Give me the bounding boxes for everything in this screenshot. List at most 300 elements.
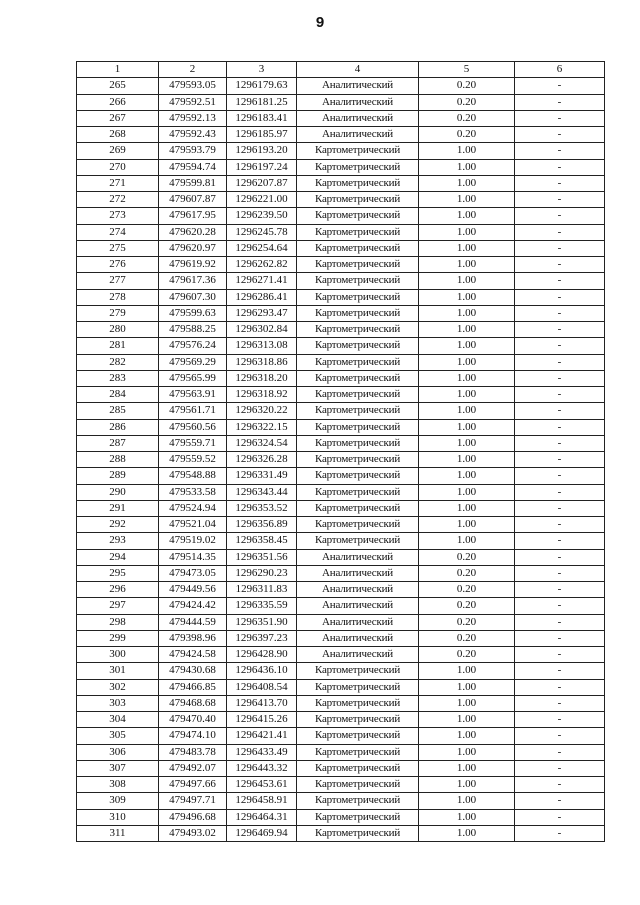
note-cell: - [515,208,605,224]
method-cell: Аналитический [297,94,419,110]
y-coordinate-cell: 1296239.50 [227,208,297,224]
point-number-cell: 295 [77,565,159,581]
method-cell: Картометрический [297,712,419,728]
y-coordinate-cell: 1296433.49 [227,744,297,760]
method-cell: Картометрический [297,257,419,273]
accuracy-cell: 1.00 [419,695,515,711]
accuracy-cell: 1.00 [419,403,515,419]
point-number-cell: 292 [77,517,159,533]
table-row [77,598,605,614]
x-coordinate-cell: 479514.35 [159,549,227,565]
method-cell: Картометрический [297,370,419,386]
y-coordinate-cell: 1296318.20 [227,370,297,386]
x-coordinate-cell: 479588.25 [159,322,227,338]
accuracy-cell: 1.00 [419,322,515,338]
table-row [77,159,605,175]
coordinates-table [76,61,605,842]
method-cell: Аналитический [297,565,419,581]
note-cell: - [515,695,605,711]
x-coordinate-cell: 479560.56 [159,419,227,435]
x-coordinate-cell: 479620.28 [159,224,227,240]
note-cell: - [515,663,605,679]
table-row [77,777,605,793]
table-row [77,695,605,711]
table-row [77,175,605,191]
point-number-cell: 267 [77,110,159,126]
table-row [77,452,605,468]
x-coordinate-cell: 479497.66 [159,777,227,793]
table-row [77,549,605,565]
note-cell: - [515,224,605,240]
accuracy-cell: 1.00 [419,273,515,289]
y-coordinate-cell: 1296469.94 [227,825,297,841]
column-header-5: 5 [419,62,515,78]
x-coordinate-cell: 479599.81 [159,175,227,191]
method-cell: Аналитический [297,78,419,94]
accuracy-cell: 1.00 [419,809,515,825]
column-header-6: 6 [515,62,605,78]
y-coordinate-cell: 1296324.54 [227,435,297,451]
table-header-row [77,62,605,78]
x-coordinate-cell: 479561.71 [159,403,227,419]
point-number-cell: 279 [77,305,159,321]
y-coordinate-cell: 1296408.54 [227,679,297,695]
y-coordinate-cell: 1296453.61 [227,777,297,793]
x-coordinate-cell: 479521.04 [159,517,227,533]
table-row [77,663,605,679]
table-row [77,809,605,825]
accuracy-cell: 0.20 [419,94,515,110]
accuracy-cell: 0.20 [419,582,515,598]
method-cell: Картометрический [297,273,419,289]
table-body [77,78,605,842]
accuracy-cell: 1.00 [419,289,515,305]
point-number-cell: 291 [77,500,159,516]
x-coordinate-cell: 479497.71 [159,793,227,809]
note-cell: - [515,127,605,143]
x-coordinate-cell: 479533.58 [159,484,227,500]
note-cell: - [515,94,605,110]
method-cell: Картометрический [297,387,419,403]
method-cell: Картометрический [297,809,419,825]
note-cell: - [515,777,605,793]
table-row [77,630,605,646]
x-coordinate-cell: 479468.68 [159,695,227,711]
note-cell: - [515,500,605,516]
point-number-cell: 298 [77,614,159,630]
note-cell: - [515,273,605,289]
accuracy-cell: 1.00 [419,435,515,451]
method-cell: Картометрический [297,533,419,549]
method-cell: Картометрический [297,354,419,370]
y-coordinate-cell: 1296443.32 [227,760,297,776]
x-coordinate-cell: 479444.59 [159,614,227,630]
table-row [77,224,605,240]
point-number-cell: 281 [77,338,159,354]
accuracy-cell: 0.20 [419,565,515,581]
method-cell: Картометрический [297,322,419,338]
point-number-cell: 307 [77,760,159,776]
method-cell: Аналитический [297,127,419,143]
note-cell: - [515,614,605,630]
table-row [77,143,605,159]
accuracy-cell: 0.20 [419,630,515,646]
y-coordinate-cell: 1296326.28 [227,452,297,468]
point-number-cell: 280 [77,322,159,338]
note-cell: - [515,305,605,321]
point-number-cell: 276 [77,257,159,273]
y-coordinate-cell: 1296397.23 [227,630,297,646]
y-coordinate-cell: 1296428.90 [227,647,297,663]
note-cell: - [515,744,605,760]
table-row [77,647,605,663]
point-number-cell: 277 [77,273,159,289]
table-row [77,110,605,126]
accuracy-cell: 0.20 [419,127,515,143]
note-cell: - [515,647,605,663]
y-coordinate-cell: 1296458.91 [227,793,297,809]
x-coordinate-cell: 479576.24 [159,338,227,354]
accuracy-cell: 1.00 [419,679,515,695]
x-coordinate-cell: 479474.10 [159,728,227,744]
note-cell: - [515,289,605,305]
method-cell: Картометрический [297,793,419,809]
point-number-cell: 311 [77,825,159,841]
method-cell: Картометрический [297,192,419,208]
note-cell: - [515,549,605,565]
accuracy-cell: 1.00 [419,712,515,728]
point-number-cell: 299 [77,630,159,646]
note-cell: - [515,435,605,451]
accuracy-cell: 1.00 [419,419,515,435]
point-number-cell: 271 [77,175,159,191]
note-cell: - [515,809,605,825]
method-cell: Картометрический [297,143,419,159]
point-number-cell: 300 [77,647,159,663]
accuracy-cell: 0.20 [419,614,515,630]
method-cell: Картометрический [297,175,419,191]
column-header-3: 3 [227,62,297,78]
x-coordinate-cell: 479430.68 [159,663,227,679]
x-coordinate-cell: 479594.74 [159,159,227,175]
note-cell: - [515,728,605,744]
accuracy-cell: 1.00 [419,484,515,500]
note-cell: - [515,159,605,175]
table-row [77,338,605,354]
accuracy-cell: 1.00 [419,663,515,679]
y-coordinate-cell: 1296343.44 [227,484,297,500]
accuracy-cell: 0.20 [419,549,515,565]
method-cell: Картометрический [297,679,419,695]
note-cell: - [515,452,605,468]
note-cell: - [515,565,605,581]
x-coordinate-cell: 479398.96 [159,630,227,646]
point-number-cell: 294 [77,549,159,565]
point-number-cell: 297 [77,598,159,614]
y-coordinate-cell: 1296221.00 [227,192,297,208]
table-row [77,679,605,695]
point-number-cell: 301 [77,663,159,679]
y-coordinate-cell: 1296331.49 [227,468,297,484]
point-number-cell: 266 [77,94,159,110]
y-coordinate-cell: 1296318.92 [227,387,297,403]
point-number-cell: 286 [77,419,159,435]
accuracy-cell: 1.00 [419,760,515,776]
y-coordinate-cell: 1296413.70 [227,695,297,711]
y-coordinate-cell: 1296293.47 [227,305,297,321]
note-cell: - [515,175,605,191]
x-coordinate-cell: 479563.91 [159,387,227,403]
accuracy-cell: 1.00 [419,257,515,273]
point-number-cell: 309 [77,793,159,809]
y-coordinate-cell: 1296302.84 [227,322,297,338]
point-number-cell: 268 [77,127,159,143]
x-coordinate-cell: 479559.52 [159,452,227,468]
point-number-cell: 302 [77,679,159,695]
table-row [77,825,605,841]
y-coordinate-cell: 1296290.23 [227,565,297,581]
table-row [77,435,605,451]
method-cell: Аналитический [297,549,419,565]
table-row [77,500,605,516]
y-coordinate-cell: 1296271.41 [227,273,297,289]
accuracy-cell: 1.00 [419,240,515,256]
method-cell: Картометрический [297,500,419,516]
y-coordinate-cell: 1296421.41 [227,728,297,744]
x-coordinate-cell: 479466.85 [159,679,227,695]
point-number-cell: 270 [77,159,159,175]
table-row [77,387,605,403]
table-row [77,468,605,484]
note-cell: - [515,825,605,841]
table-row [77,127,605,143]
point-number-cell: 303 [77,695,159,711]
point-number-cell: 308 [77,777,159,793]
x-coordinate-cell: 479424.58 [159,647,227,663]
accuracy-cell: 1.00 [419,517,515,533]
note-cell: - [515,322,605,338]
accuracy-cell: 1.00 [419,777,515,793]
accuracy-cell: 1.00 [419,387,515,403]
table-row [77,208,605,224]
note-cell: - [515,110,605,126]
point-number-cell: 289 [77,468,159,484]
accuracy-cell: 1.00 [419,208,515,224]
x-coordinate-cell: 479593.05 [159,78,227,94]
table-row [77,370,605,386]
accuracy-cell: 1.00 [419,143,515,159]
method-cell: Картометрический [297,435,419,451]
note-cell: - [515,370,605,386]
method-cell: Картометрический [297,208,419,224]
y-coordinate-cell: 1296358.45 [227,533,297,549]
point-number-cell: 287 [77,435,159,451]
point-number-cell: 288 [77,452,159,468]
note-cell: - [515,143,605,159]
note-cell: - [515,468,605,484]
table-row [77,94,605,110]
note-cell: - [515,517,605,533]
accuracy-cell: 0.20 [419,110,515,126]
method-cell: Картометрический [297,338,419,354]
y-coordinate-cell: 1296183.41 [227,110,297,126]
y-coordinate-cell: 1296318.86 [227,354,297,370]
y-coordinate-cell: 1296185.97 [227,127,297,143]
y-coordinate-cell: 1296415.26 [227,712,297,728]
x-coordinate-cell: 479565.99 [159,370,227,386]
method-cell: Картометрический [297,403,419,419]
page-number: 9 [315,14,325,31]
note-cell: - [515,712,605,728]
method-cell: Картометрический [297,305,419,321]
accuracy-cell: 1.00 [419,305,515,321]
method-cell: Картометрический [297,744,419,760]
point-number-cell: 310 [77,809,159,825]
x-coordinate-cell: 479592.13 [159,110,227,126]
table-row [77,192,605,208]
accuracy-cell: 0.20 [419,598,515,614]
y-coordinate-cell: 1296245.78 [227,224,297,240]
x-coordinate-cell: 479617.95 [159,208,227,224]
accuracy-cell: 1.00 [419,468,515,484]
accuracy-cell: 1.00 [419,533,515,549]
y-coordinate-cell: 1296193.20 [227,143,297,159]
accuracy-cell: 1.00 [419,452,515,468]
table-row [77,760,605,776]
method-cell: Картометрический [297,468,419,484]
point-number-cell: 290 [77,484,159,500]
note-cell: - [515,419,605,435]
method-cell: Картометрический [297,663,419,679]
method-cell: Картометрический [297,517,419,533]
table-row [77,744,605,760]
point-number-cell: 306 [77,744,159,760]
point-number-cell: 265 [77,78,159,94]
note-cell: - [515,78,605,94]
method-cell: Картометрический [297,452,419,468]
table-row [77,484,605,500]
method-cell: Аналитический [297,598,419,614]
point-number-cell: 305 [77,728,159,744]
accuracy-cell: 1.00 [419,159,515,175]
table-row [77,322,605,338]
table-row [77,517,605,533]
note-cell: - [515,403,605,419]
column-header-2: 2 [159,62,227,78]
point-number-cell: 273 [77,208,159,224]
note-cell: - [515,793,605,809]
accuracy-cell: 1.00 [419,728,515,744]
y-coordinate-cell: 1296436.10 [227,663,297,679]
method-cell: Аналитический [297,110,419,126]
y-coordinate-cell: 1296207.87 [227,175,297,191]
x-coordinate-cell: 479470.40 [159,712,227,728]
table-row [77,565,605,581]
x-coordinate-cell: 479559.71 [159,435,227,451]
point-number-cell: 282 [77,354,159,370]
accuracy-cell: 0.20 [419,78,515,94]
method-cell: Картометрический [297,695,419,711]
x-coordinate-cell: 479473.05 [159,565,227,581]
note-cell: - [515,240,605,256]
point-number-cell: 278 [77,289,159,305]
method-cell: Картометрический [297,777,419,793]
note-cell: - [515,679,605,695]
table-row [77,728,605,744]
note-cell: - [515,354,605,370]
note-cell: - [515,484,605,500]
y-coordinate-cell: 1296464.31 [227,809,297,825]
point-number-cell: 284 [77,387,159,403]
x-coordinate-cell: 479619.92 [159,257,227,273]
table-row [77,793,605,809]
table-row [77,419,605,435]
table-row [77,78,605,94]
point-number-cell: 293 [77,533,159,549]
x-coordinate-cell: 479492.07 [159,760,227,776]
y-coordinate-cell: 1296335.59 [227,598,297,614]
note-cell: - [515,630,605,646]
column-header-1: 1 [77,62,159,78]
method-cell: Аналитический [297,647,419,663]
method-cell: Аналитический [297,630,419,646]
x-coordinate-cell: 479607.30 [159,289,227,305]
method-cell: Картометрический [297,728,419,744]
method-cell: Картометрический [297,419,419,435]
table-row [77,240,605,256]
y-coordinate-cell: 1296311.83 [227,582,297,598]
x-coordinate-cell: 479617.36 [159,273,227,289]
table-row [77,354,605,370]
accuracy-cell: 1.00 [419,354,515,370]
accuracy-cell: 1.00 [419,338,515,354]
method-cell: Картометрический [297,760,419,776]
x-coordinate-cell: 479592.51 [159,94,227,110]
accuracy-cell: 1.00 [419,192,515,208]
method-cell: Картометрический [297,484,419,500]
y-coordinate-cell: 1296181.25 [227,94,297,110]
x-coordinate-cell: 479524.94 [159,500,227,516]
table-row [77,533,605,549]
x-coordinate-cell: 479607.87 [159,192,227,208]
x-coordinate-cell: 479519.02 [159,533,227,549]
x-coordinate-cell: 479483.78 [159,744,227,760]
accuracy-cell: 1.00 [419,825,515,841]
y-coordinate-cell: 1296286.41 [227,289,297,305]
table-row [77,305,605,321]
y-coordinate-cell: 1296356.89 [227,517,297,533]
table-row [77,289,605,305]
note-cell: - [515,192,605,208]
accuracy-cell: 1.00 [419,224,515,240]
accuracy-cell: 1.00 [419,500,515,516]
table-row [77,614,605,630]
table-row [77,582,605,598]
point-number-cell: 269 [77,143,159,159]
table-row [77,257,605,273]
y-coordinate-cell: 1296179.63 [227,78,297,94]
note-cell: - [515,760,605,776]
y-coordinate-cell: 1296351.56 [227,549,297,565]
table-row [77,712,605,728]
y-coordinate-cell: 1296262.82 [227,257,297,273]
note-cell: - [515,598,605,614]
x-coordinate-cell: 479548.88 [159,468,227,484]
table-row [77,273,605,289]
x-coordinate-cell: 479620.97 [159,240,227,256]
accuracy-cell: 1.00 [419,370,515,386]
y-coordinate-cell: 1296313.08 [227,338,297,354]
